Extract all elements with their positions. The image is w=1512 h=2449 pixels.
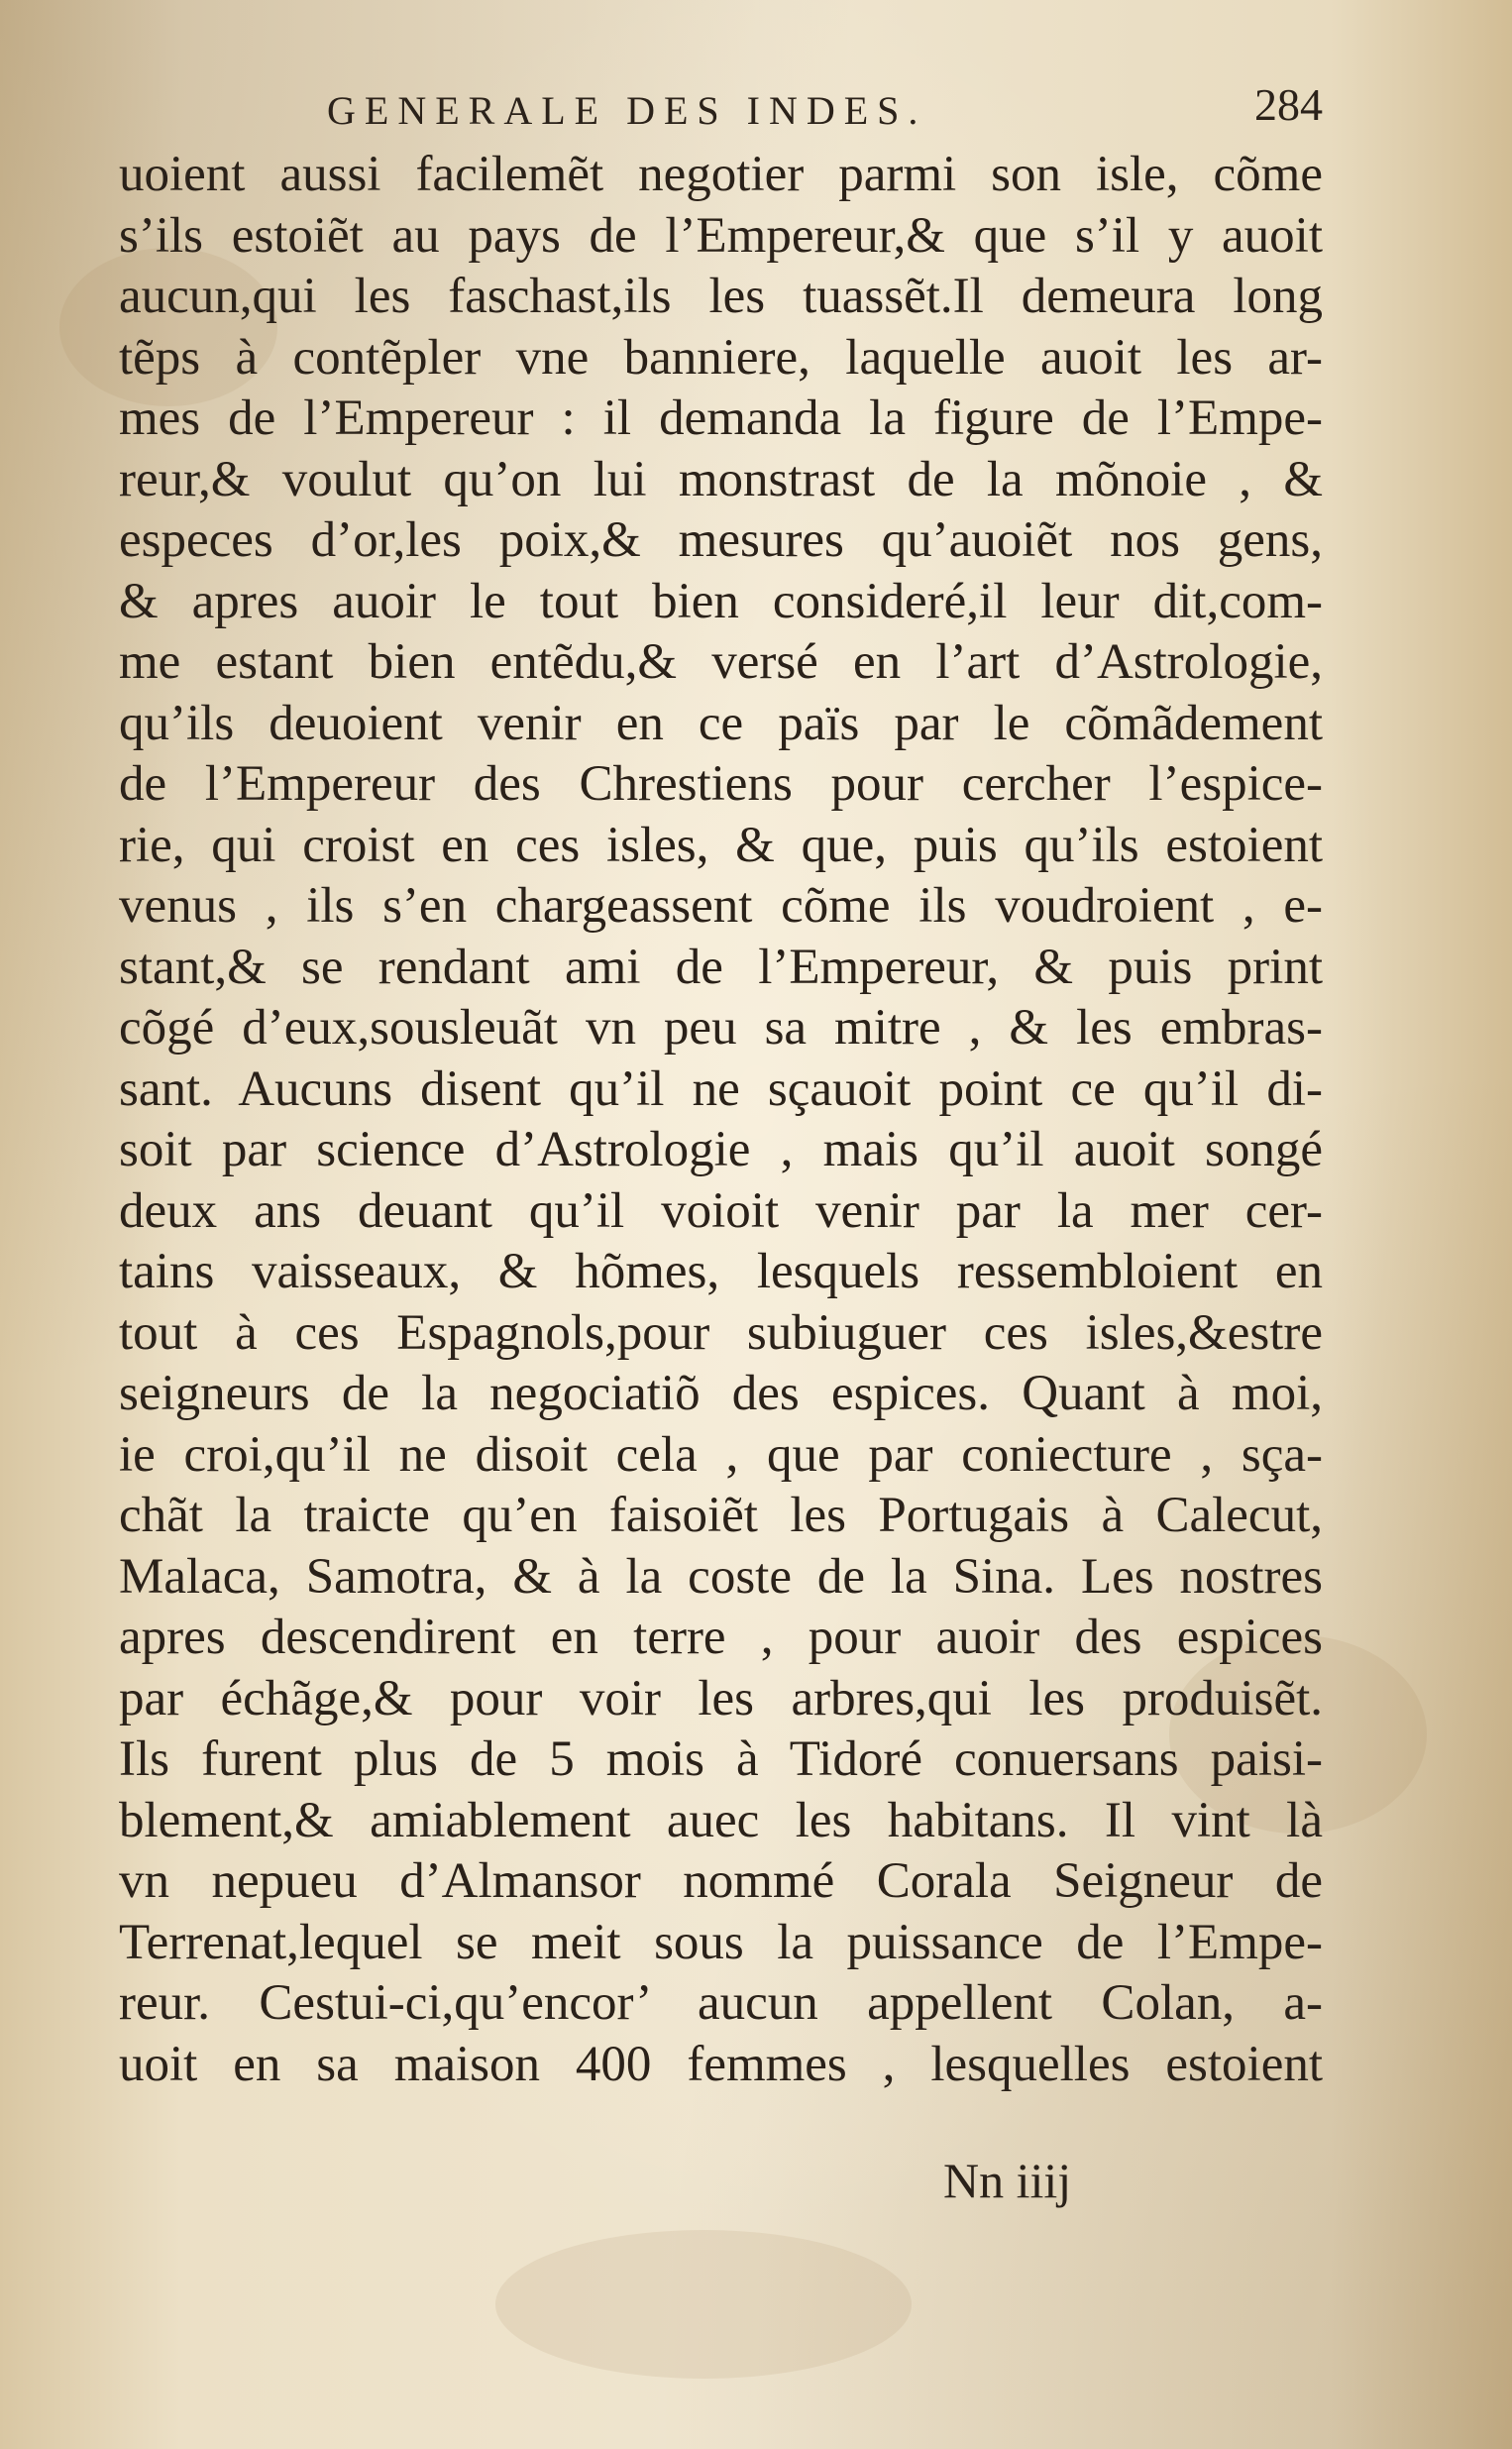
text-line: stant,& se rendant ami de l’Empereur, & puis print (119, 939, 1323, 995)
body-text (119, 145, 1323, 2095)
text-line: cõgé d’eux,sousleuãt vn peu sa mitre , & les embras- (119, 1000, 1323, 1056)
text-line: uoient aussi facilemẽt negotier parmi son isle, cõme (119, 147, 1323, 202)
text-line: blement,& amiablement auec les habitans. Il vint là (119, 1792, 1323, 1848)
running-title: GENERALE DES INDES. (327, 88, 927, 133)
text-line: sant. Aucuns disent qu’il ne sçauoit point ce qu’il di- (119, 1060, 1323, 1117)
paper-stain (495, 2230, 912, 2379)
text-line: rie, qui croist en ces isles, & que, puis qu’ils estoient (119, 817, 1323, 873)
text-line: Ils furent plus de 5 mois à Tidoré conuersans paisi- (119, 1731, 1323, 1787)
text-line: tẽps à contẽpler vne banniere, laquelle auoit les ar- (119, 329, 1323, 386)
text-line: tains vaisseaux, & hõmes, lesquels ressembloient en (119, 1244, 1323, 1299)
text-line: apres descendirent en terre , pour auoir des espices (119, 1610, 1323, 1665)
text-line: par échãge,& pour voir les arbres,qui les produisẽt. (119, 1670, 1323, 1726)
text-line: uoit en sa maison 400 femmes , lesquelles estoient (119, 2036, 1323, 2092)
text-line: Malaca, Samotra, & à la coste de la Sina. Les nostres (119, 1548, 1323, 1605)
text-line: me estant bien entẽdu,& versé en l’art d’Astrologie, (119, 634, 1323, 690)
text-line: deux ans deuant qu’il voioit venir par la mer cer- (119, 1182, 1323, 1239)
text-line: Terrenat,lequel se meit sous la puissance de l’Empe- (119, 1914, 1323, 1970)
text-line: ie croi,qu’il ne disoit cela , que par coniecture , sça- (119, 1426, 1323, 1483)
text-line: de l’Empereur des Chrestiens pour cercher l’espice- (119, 756, 1323, 812)
text-line: aucun,qui les faschast,ils les tuassẽt.Il demeura long (119, 269, 1323, 324)
text-line: seigneurs de la negociatiõ des espices. Quant à moi, (119, 1366, 1323, 1421)
text-line: chãt la traicte qu’en faisoiẽt les Portugais à Calecut, (119, 1488, 1323, 1543)
text-line: reur,& voulut qu’on lui monstrast de la mõnoie , & (119, 451, 1323, 507)
text-line: qu’ils deuoient venir en ce païs par le cõmãdement (119, 695, 1323, 751)
text-line: vn nepueu d’Almansor nommé Corala Seigneur de (119, 1853, 1323, 1909)
text-line: soit par science d’Astrologie , mais qu’il auoit songé (119, 1122, 1323, 1177)
text-line: especes d’or,les poix,& mesures qu’auoiẽt nos gens, (119, 512, 1323, 568)
page-number: 284 (1254, 79, 1323, 130)
signature-mark: Nn iiij (943, 2153, 1072, 2208)
text-line: s’ils estoiẽt au pays de l’Empereur,& que s’il y auoit (119, 207, 1323, 264)
text-line: reur. Cestui-ci,qu’encor’ aucun appellent Colan, a- (119, 1975, 1323, 2031)
text-line: venus , ils s’en chargeassent cõme ils voudroient , e- (119, 878, 1323, 934)
text-line: mes de l’Empereur : il demanda la figure de l’Empe- (119, 390, 1323, 446)
page-header (119, 81, 1323, 141)
text-line: & apres auoir le tout bien consideré,il leur dit,com- (119, 573, 1323, 629)
text-line: tout à ces Espagnols,pour subiuguer ces isles,&estre (119, 1304, 1323, 1361)
